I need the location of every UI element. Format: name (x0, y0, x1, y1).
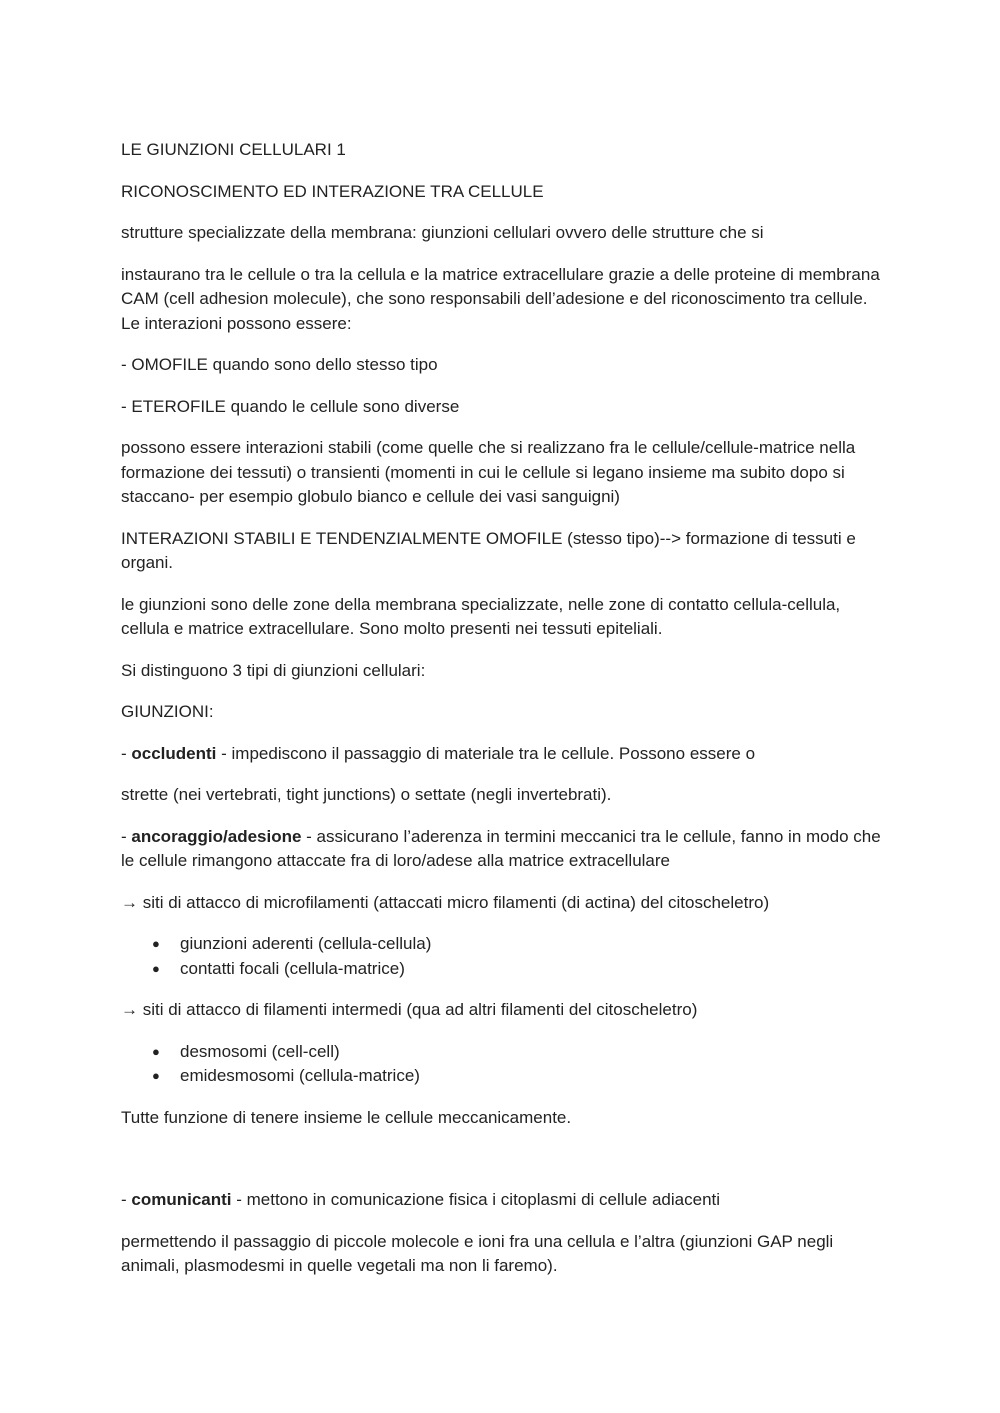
filamenti-intermedi-line: → siti di attacco di filamenti intermedi (qua ad altri filamenti del citoscheletro) (121, 1000, 698, 1019)
ancoraggio-text: - assicurano l’aderenza in termini meccanici tra le cellule, fanno in modo che le cellule rimangono attaccate fra di loro/adese alla matrice extracellulare (121, 826, 881, 870)
microfilamenti-list (121, 932, 881, 981)
list-item (121, 932, 881, 957)
bullet-icon: ● (152, 960, 160, 976)
paragraph-3: possono essere interazioni stabili (come quelle che si realizzano fra le cellule/cellule-matrice nella formazione dei tessuti) o transienti (momenti in cui le cellule si legano insieme ma subito dopo si staccano- per esempio globulo bianco e cellule dei vasi sanguigni) (121, 438, 856, 506)
paragraph-1: strutture specializzate della membrana: giunzioni cellulari ovvero delle strutture che si (121, 223, 764, 242)
occludenti-line (121, 742, 881, 767)
bullet-icon: ● (152, 1068, 160, 1083)
bullet-icon: ● (152, 1043, 160, 1059)
list-item (121, 1040, 881, 1065)
paragraph-7: GIUNZIONI: (121, 702, 214, 721)
document-page (121, 138, 881, 1296)
paragraph-6: Si distinguono 3 tipi di giunzioni cellulari: (121, 660, 426, 680)
list-item (121, 957, 881, 982)
paragraph-2: instaurano tra le cellule o tra la cellula e la matrice extracellulare grazie a delle proteine di membrana CAM (cell adhesion molecule), che sono responsabili dell’adesione e del riconoscimento tra cellule. Le interazioni possono essere: (121, 264, 880, 333)
comunicanti-prefix: - (121, 1190, 132, 1209)
occludenti-text: - impediscono il passaggio di materiale tra le cellule. Possono essere o (216, 743, 756, 763)
eterofile-line: - ETEROFILE quando le cellule sono diverse (121, 396, 460, 416)
comunicanti-continuation: permettendo il passaggio di piccole molecole e ioni fra una cellula e l’altra (giunzioni GAP negli animali, plasmodesmi in quelle vegetali ma non li faremo). (121, 1231, 834, 1275)
list-item-text: giunzioni aderenti (cellula-cellula) (180, 934, 432, 953)
occludenti-prefix: - (121, 743, 132, 763)
list-item-text: emidesmosomi (cellula-matrice) (180, 1066, 420, 1085)
paragraph-5: le giunzioni sono delle zone della membrana specializzate, nelle zone di contatto cellula-cellula, cellula e matrice extracellulare. Sono molto presenti nei tessuti epiteliali. (121, 594, 841, 638)
doc-title: LE GIUNZIONI CELLULARI 1 (121, 140, 346, 159)
ancoraggio-term: ancoraggio/adesione (131, 826, 302, 846)
omofile-line: - OMOFILE quando sono dello stesso tipo (121, 355, 438, 374)
ancoraggio-prefix: - (121, 826, 132, 846)
list-item-text: contatti focali (cellula-matrice) (180, 958, 405, 978)
occludenti-term: occludenti (131, 743, 217, 763)
bullet-icon: ● (152, 936, 160, 951)
comunicanti-term: comunicanti (131, 1190, 232, 1209)
list-item-text: desmosomi (cell-cell) (180, 1041, 340, 1061)
occludenti-continuation: strette (nei vertebrati, tight junctions) o settate (negli invertebrati). (121, 785, 612, 804)
filamenti-intermedi-list (121, 1040, 881, 1089)
doc-subtitle: RICONOSCIMENTO ED INTERAZIONE TRA CELLULE (121, 181, 544, 201)
list-item (121, 1064, 881, 1089)
microfilamenti-line: → siti di attacco di microfilamenti (attaccati micro filamenti (di actina) del citoscheletro) (121, 892, 770, 912)
tutte-line: Tutte funzione di tenere insieme le cellule meccanicamente. (121, 1107, 572, 1127)
comunicanti-line (121, 1188, 881, 1213)
blank-line (121, 1147, 881, 1188)
comunicanti-text: - mettono in comunicazione fisica i citoplasmi di cellule adiacenti (231, 1190, 721, 1209)
ancoraggio-line (121, 825, 881, 874)
paragraph-4: INTERAZIONI STABILI E TENDENZIALMENTE OMOFILE (stesso tipo)--> formazione di tessuti e organi. (121, 528, 856, 572)
